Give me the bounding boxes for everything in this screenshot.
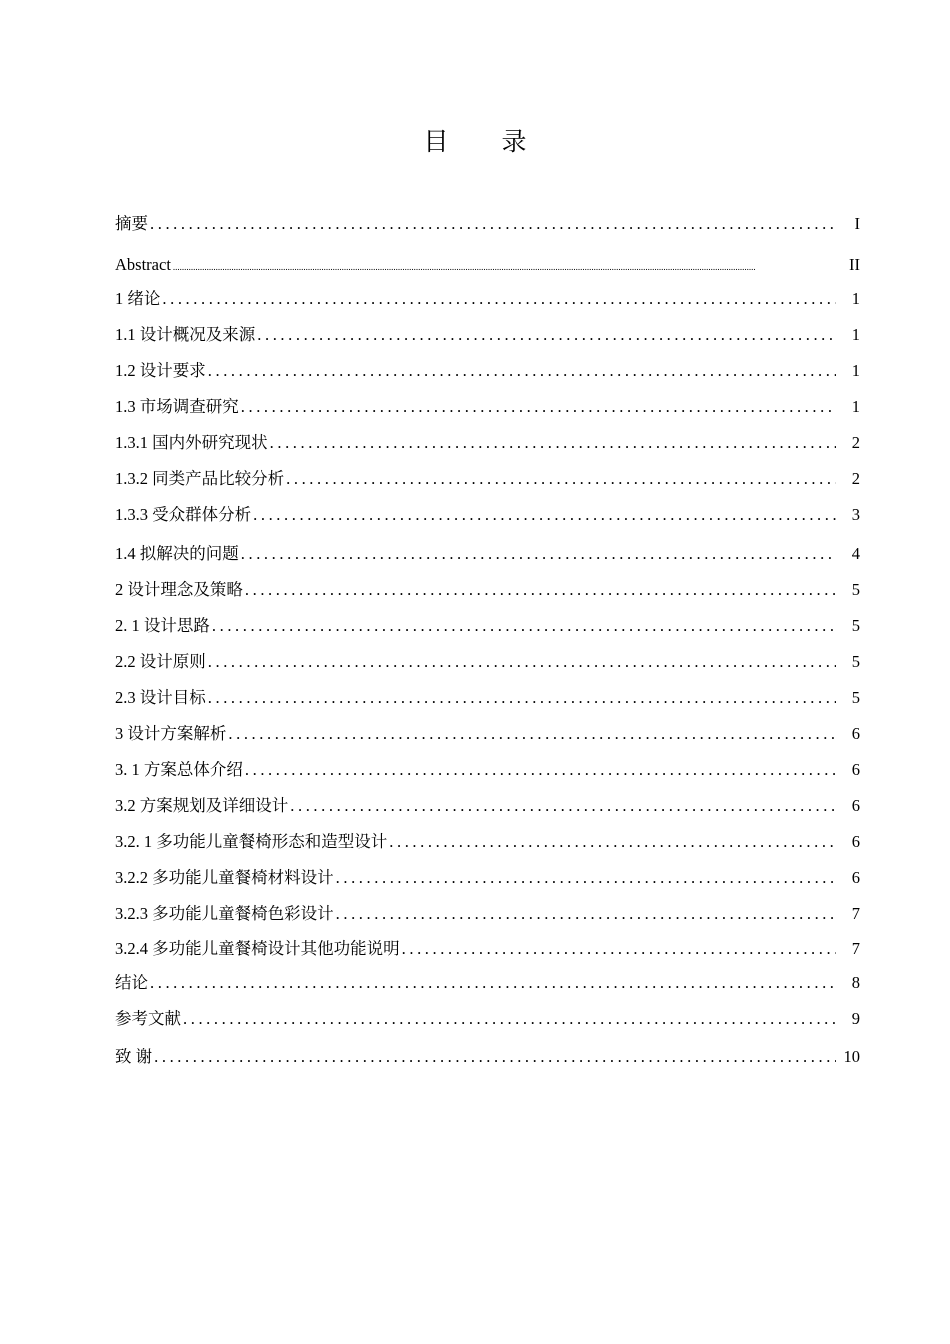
toc-entry-page: 9 — [851, 1009, 860, 1028]
toc-entry[interactable] — [115, 722, 860, 746]
toc-entry-page: 2 — [851, 433, 860, 452]
dot-leader — [336, 902, 836, 926]
toc-entry-page: 8 — [851, 973, 860, 992]
dot-leader — [241, 395, 836, 419]
toc-entry-label: Abstract — [115, 255, 171, 274]
toc-entry-label: 致 谢 — [115, 1047, 153, 1066]
toc-entry[interactable] — [115, 1007, 860, 1031]
toc-entry-label: 3.2 方案规划及详细设计 — [115, 796, 289, 815]
toc-entry[interactable] — [115, 614, 860, 638]
toc-entry[interactable] — [115, 503, 860, 527]
toc-entry-label: 1.3.2 同类产品比较分析 — [115, 469, 285, 488]
dot-leader — [290, 794, 836, 818]
toc-entry-page: 6 — [851, 724, 860, 743]
dot-leader — [245, 758, 836, 782]
dot-leader — [208, 686, 836, 710]
toc-entry-label: 2.2 设计原则 — [115, 652, 206, 671]
toc-entry-label: 3.2.4 多功能儿童餐椅设计其他功能说明 — [115, 939, 400, 958]
toc-entry-page: 3 — [851, 505, 860, 524]
dot-leader — [402, 937, 836, 961]
dot-leader — [154, 1045, 836, 1069]
toc-entry-label: 2. 1 设计思路 — [115, 616, 210, 635]
toc-entry-label: 3.2.3 多功能儿童餐椅色彩设计 — [115, 904, 334, 923]
toc-entry[interactable] — [115, 212, 860, 236]
dot-leader — [270, 431, 836, 455]
toc-entry-page: 2 — [851, 469, 860, 488]
toc-entry[interactable] — [115, 686, 860, 710]
toc-entry-label: 3.2.2 多功能儿童餐椅材料设计 — [115, 868, 334, 887]
toc-entry-label: 3 设计方案解析 — [115, 724, 227, 743]
toc-entry-page: II — [849, 255, 860, 274]
toc-entry[interactable] — [115, 758, 860, 782]
toc-entry-page: 6 — [851, 760, 860, 779]
dot-leader — [257, 323, 836, 347]
toc-entry-page: 6 — [851, 832, 860, 851]
toc-entry[interactable] — [115, 902, 860, 926]
toc-entry-label: 1.3.1 国内外研究现状 — [115, 433, 268, 452]
toc-entry-label: 1.3 市场调查研究 — [115, 397, 239, 416]
dot-leader — [183, 1007, 836, 1031]
dot-leader — [228, 722, 836, 746]
toc-entry[interactable] — [115, 1045, 860, 1069]
dot-leader — [150, 212, 836, 236]
toc-entry-label: 3.2. 1 多功能儿童餐椅形态和造型设计 — [115, 832, 388, 851]
toc-entry-page: 5 — [851, 652, 860, 671]
toc-entry[interactable] — [115, 542, 860, 566]
toc-entry-page: I — [854, 214, 860, 233]
toc-entry-label: 结论 — [115, 973, 148, 992]
toc-entry[interactable] — [115, 467, 860, 491]
toc-entry-page: 10 — [843, 1047, 860, 1066]
dot-leader — [162, 287, 836, 311]
toc-entry-label: 2.3 设计目标 — [115, 688, 206, 707]
toc-entry-label: 1.4 拟解决的问题 — [115, 544, 239, 563]
toc-entry[interactable] — [115, 287, 860, 311]
toc-entry-label: 2 设计理念及策略 — [115, 580, 243, 599]
dot-leader — [150, 971, 836, 995]
toc-entry-page: 7 — [851, 904, 860, 923]
toc-entry-page: 1 — [851, 361, 860, 380]
toc-entry-page: 1 — [851, 397, 860, 416]
toc-entry[interactable] — [115, 794, 860, 818]
toc-entry[interactable] — [115, 866, 860, 890]
toc-entry-page: 1 — [851, 325, 860, 344]
toc-entry[interactable] — [115, 578, 860, 602]
dot-leader — [389, 830, 836, 854]
toc-entry-page: 5 — [851, 580, 860, 599]
toc-entry-label: 3. 1 方案总体介绍 — [115, 760, 243, 779]
toc-entry[interactable] — [115, 830, 860, 854]
toc-entry-page: 5 — [851, 616, 860, 635]
toc-entry-label: 1 绪论 — [115, 289, 161, 308]
toc-entry-label: 1.1 设计概况及来源 — [115, 325, 256, 344]
toc-entry[interactable] — [115, 937, 860, 961]
dot-leader — [336, 866, 836, 890]
toc-entry-label: 1.3.3 受众群体分析 — [115, 505, 252, 524]
toc-entry-label: 1.2 设计要求 — [115, 361, 206, 380]
page-title: 目 录 — [423, 127, 549, 156]
dot-leader — [173, 257, 836, 277]
toc-entry[interactable] — [115, 431, 860, 455]
dot-leader — [245, 578, 836, 602]
dot-leader — [208, 359, 836, 383]
toc-entry[interactable] — [115, 323, 860, 347]
toc-entry-label: 参考文献 — [115, 1009, 181, 1028]
toc-entry-page: 7 — [851, 939, 860, 958]
toc-entry-page: 6 — [851, 796, 860, 815]
dot-leader — [212, 614, 836, 638]
toc-entry[interactable] — [115, 395, 860, 419]
dot-leader — [253, 503, 836, 527]
toc-entry-page: 4 — [851, 544, 860, 563]
dot-leader — [286, 467, 836, 491]
toc-entry-page: 5 — [851, 688, 860, 707]
toc-entry[interactable] — [115, 650, 860, 674]
dot-leader — [208, 650, 836, 674]
toc-entry[interactable] — [115, 971, 860, 995]
toc-entry[interactable] — [115, 359, 860, 383]
toc-entry-label: 摘要 — [115, 214, 148, 233]
toc-entry-page: 1 — [851, 289, 860, 308]
dot-leader — [241, 542, 836, 566]
toc-entry[interactable] — [115, 253, 860, 277]
toc-entry-page: 6 — [851, 868, 860, 887]
